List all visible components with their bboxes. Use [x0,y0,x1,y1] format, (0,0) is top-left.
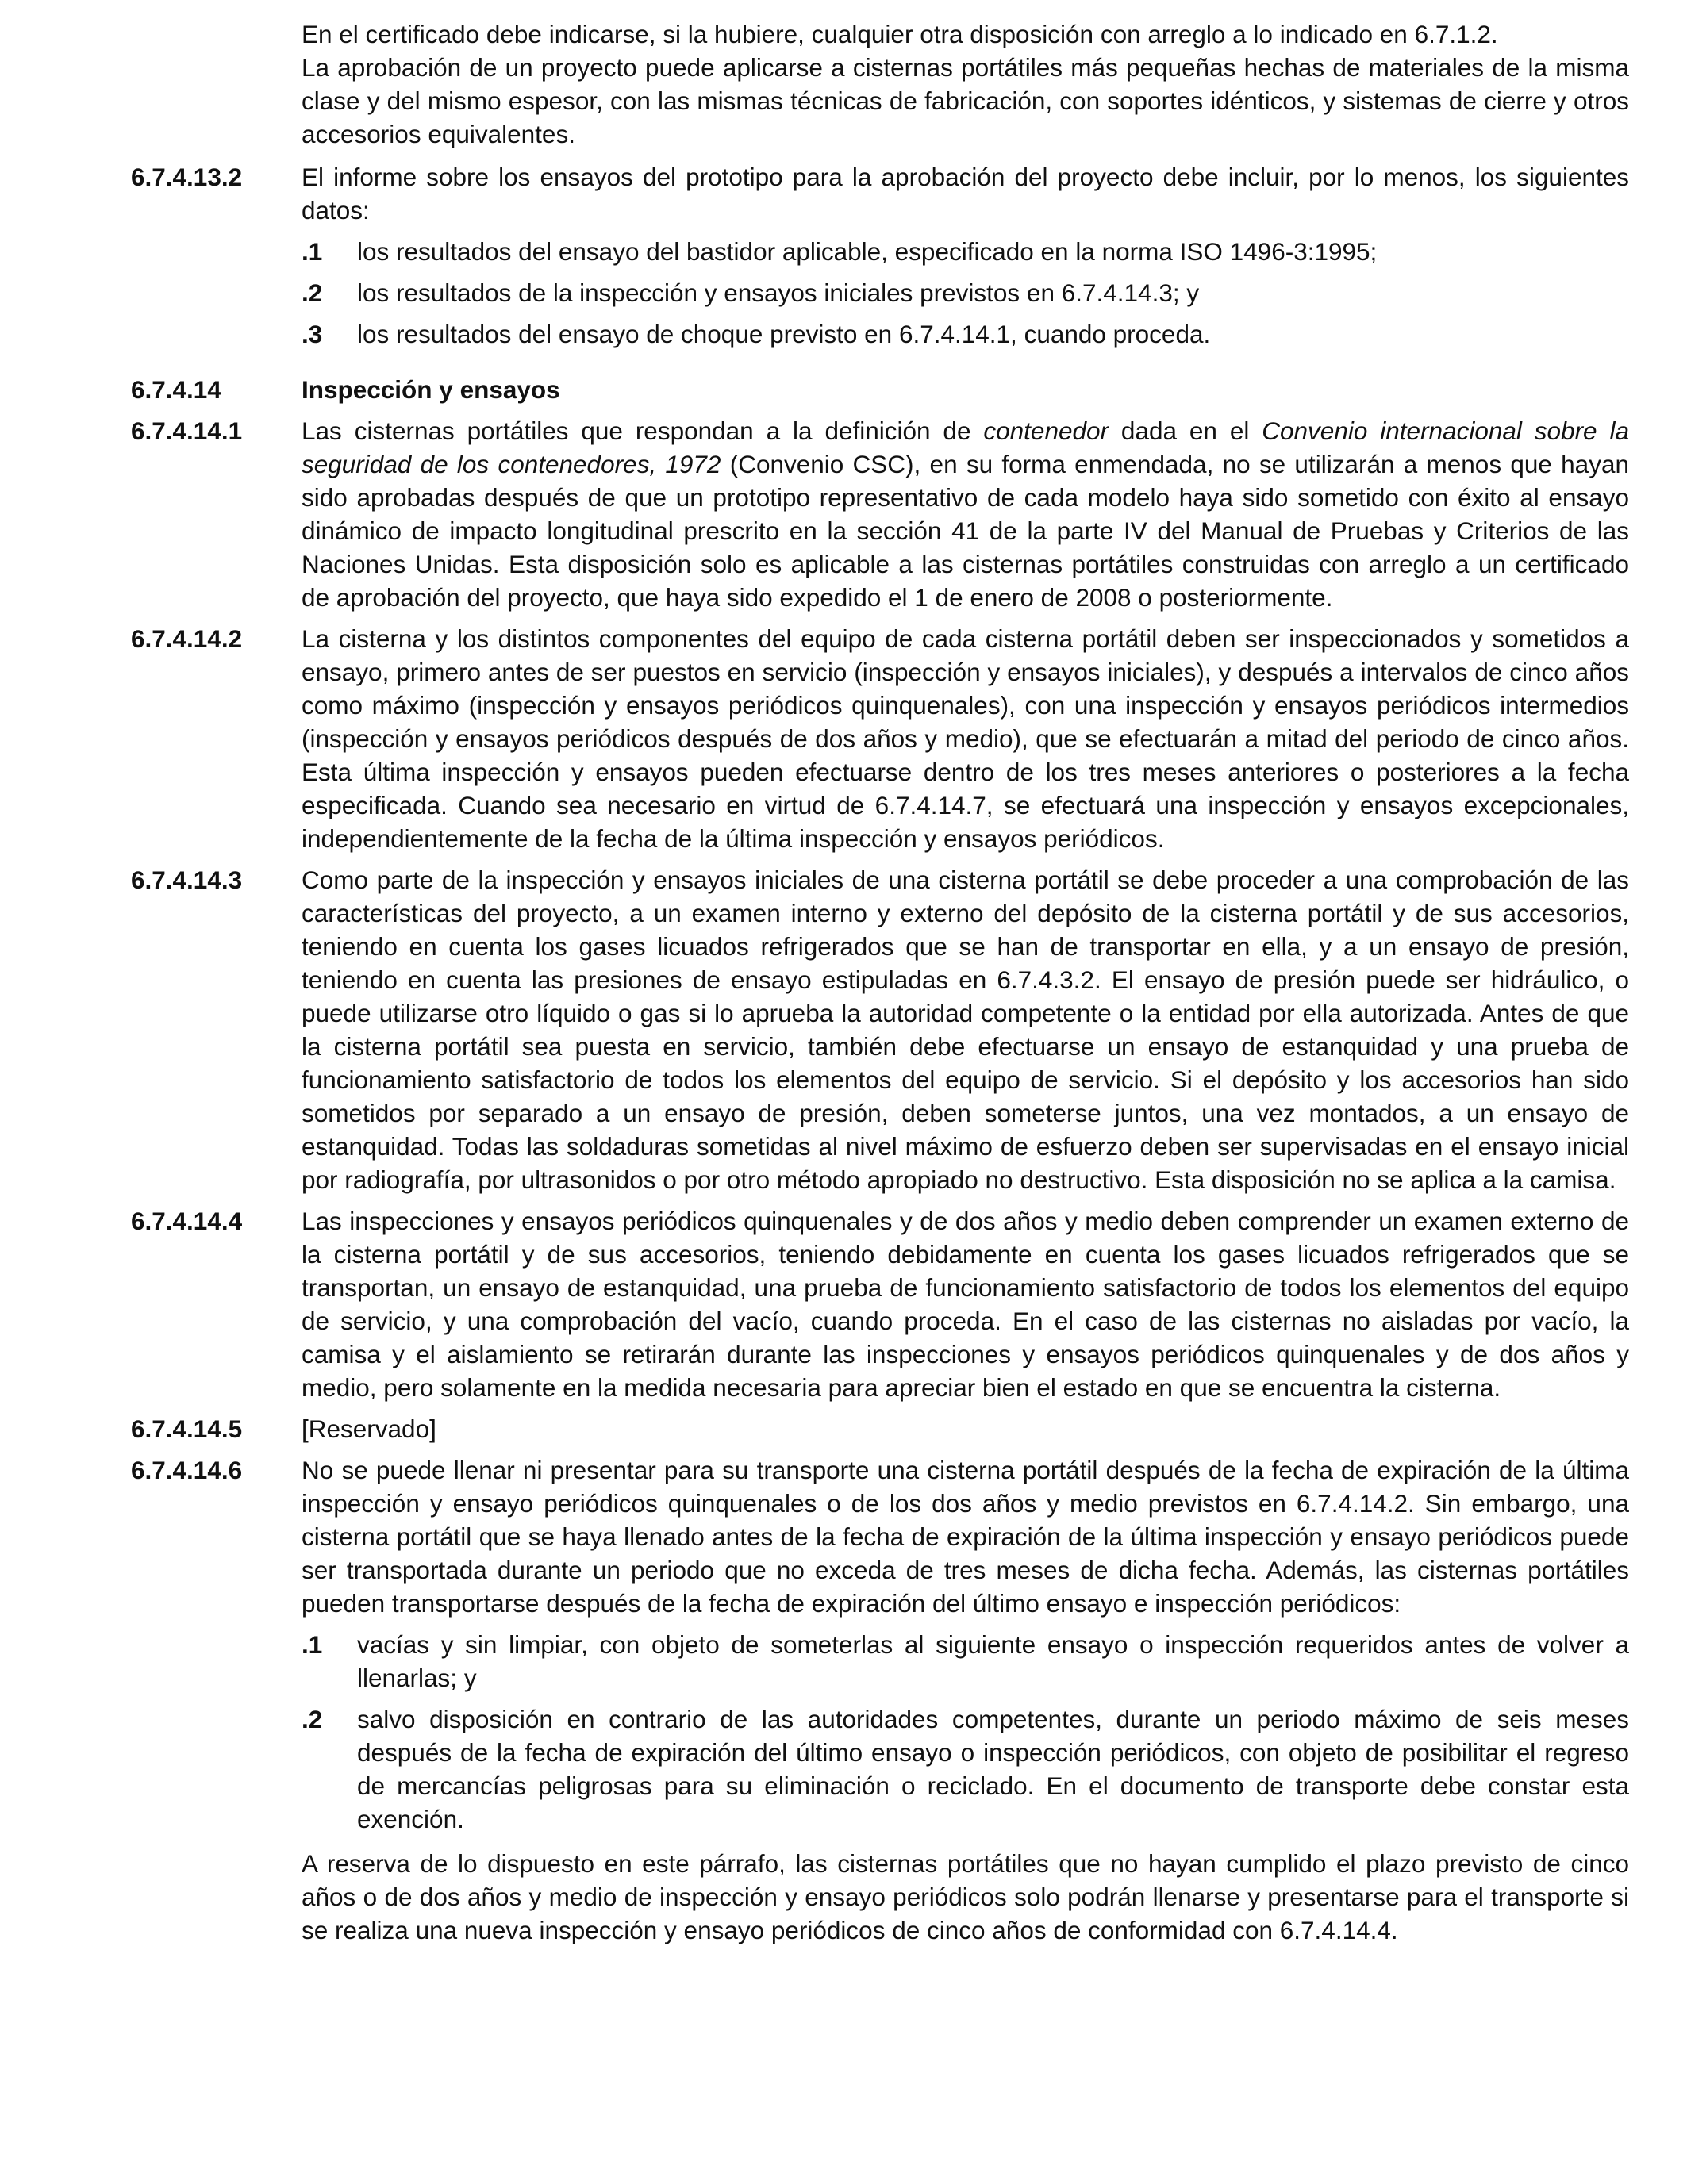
text-run: (Convenio CSC), en su forma enmendada, no se utilizarán a menos que hayan sido aprobadas después de que un prototipo representativo de cada modelo haya sido sometido con éxito al ensayo dinámico de impacto longitudinal prescrito en la sección 41 de la parte IV del Manual de Pruebas y Criterios de las Naciones Unidas. Esta disposición solo es aplicable a las cisternas portátiles construidas con arreglo a un certificado de aprobación del proyecto, que haya sido expedido el 1 de enero de 2008 o posteriormente. [302,450,1629,612]
list-item-number: .1 [302,237,323,266]
section-6-7-4-14-3 [131,863,1629,1196]
section-text: El informe sobre los ensayos del prototipo para la aprobación del proyecto debe incluir, por lo menos, los siguientes datos: [302,163,1629,225]
section-number: 6.7.4.14.2 [131,624,243,653]
section-text: Las inspecciones y ensayos periódicos quinquenales y de dos años y medio deben comprender un examen externo de la cisterna portátil y de sus accesorios, teniendo debidamente en cuenta los gases licuados refrigerados que se transportan, un ensayo de estanquidad, una prueba de funcionamiento satisfactorio de todos los elementos del equipo de servicio, y una comprobación del vacío, cuando proceda. En el caso de las cisternas no aisladas por vacío, la camisa y el aislamiento se retirarán durante las inspecciones y ensayos periódicos quinquenales y de dos años y medio, pero solamente en la medida necesaria para apreciar bien el estado en que se encuentra la cisterna. [302,1207,1629,1402]
section-number: 6.7.4.14.5 [131,1414,243,1443]
section-6-7-4-14-2 [131,622,1629,855]
section-6-7-4-14-6-list [302,1628,1629,1836]
section-number: 6.7.4.14.4 [131,1207,243,1235]
section-text: Como parte de la inspección y ensayos iniciales de una cisterna portátil se debe proceder a una comprobación de las características del proyecto, a un examen interno y externo del depósito de la cisterna portátil y de sus accesorios, teniendo en cuenta los gases licuados refrigerados que se han de transportar en ella, y a un ensayo de presión, teniendo en cuenta las presiones de ensayo estipuladas en 6.7.4.3.2. El ensayo de presión puede ser hidráulico, o puede utilizarse otro líquido o gas si lo aprueba la autoridad competente o la entidad por ella autorizada. Antes de que la cisterna portátil sea puesta en servicio, también debe efectuarse un ensayo de estanquidad y una prueba de funcionamiento satisfactorio de todos los elementos del equipo de servicio. Si el depósito y los accesorios han sido sometidos por separado a un ensayo de presión, deben someterse juntos, una vez montados, a un ensayo de estanquidad. Todas las soldaduras sometidas al nivel máximo de esfuerzo deben ser supervisadas en el ensayo inicial por radiografía, por ultrasonidos o por otro método apropiado no destructivo. Esta disposición no se aplica a la camisa. [302,866,1629,1194]
section-number: 6.7.4.13.2 [131,163,243,191]
list-item-text: los resultados de la inspección y ensayos iniciales previstos en 6.7.4.14.3; y [357,278,1200,307]
list-item [302,235,1629,268]
section-6-7-4-14-4 [131,1204,1629,1404]
intro-paragraph-2: La aprobación de un proyecto puede aplicarse a cisternas portátiles más pequeñas hechas de materiales de la misma clase y del mismo espesor, con las mismas técnicas de fabricación, con soportes idénticos, y sistemas de cierre y otros accesorios equivalentes. [302,53,1629,148]
list-item-number: .3 [302,320,323,348]
list-item-text: vacías y sin limpiar, con objeto de someterlas al siguiente ensayo o inspección requeridos antes de volver a llenarlas; y [357,1630,1629,1692]
italic-term: contenedor [983,416,1109,445]
section-text: No se puede llenar ni presentar para su transporte una cisterna portátil después de la fecha de expiración de la última inspección y ensayo periódicos quinquenales o de los dos años y medio previstos en 6.7.4.14.2. Sin embargo, una cisterna portátil que se haya llenado antes de la fecha de expiración de la última inspección y ensayo periódicos puede ser transportada durante un periodo que no exceda de tres meses de dicha fecha. Además, las cisternas portátiles pueden transportarse después de la fecha de expiración del último ensayo e inspección periódicos: [302,1456,1629,1618]
section-6-7-4-14-heading [131,373,1629,406]
section-6-7-4-14-1 [131,414,1629,614]
list-item-text: los resultados del ensayo del bastidor aplicable, especificado en la norma ISO 1496-3:1995; [357,237,1378,266]
list-item-number: .2 [302,278,323,307]
section-text [302,414,1629,614]
text-run: Las cisternas portátiles que respondan a la definición de [302,416,984,445]
section-6-7-4-13-2 [131,160,1629,227]
list-item-number: .2 [302,1705,323,1733]
section-text: [Reservado] [302,1414,436,1443]
section-6-7-4-14-6 [131,1453,1629,1620]
section-6-7-4-13-2-list [302,235,1629,351]
closing-paragraph: A reserva de lo dispuesto en este párrafo, las cisternas portátiles que no hayan cumplido el plazo previsto de cinco años o de dos años y medio de inspección y ensayo periódicos solo podrán llenarse y presentarse para el transporte si se realiza una nueva inspección y ensayo periódicos de cinco años de conformidad con 6.7.4.14.4. [302,1849,1629,1944]
list-item [302,1702,1629,1836]
intro-paragraph-1: En el certificado debe indicarse, si la hubiere, cualquier otra disposición con arreglo a lo indicado en 6.7.1.2. [302,20,1498,48]
list-item-text: salvo disposición en contrario de las autoridades competentes, durante un periodo máximo de seis meses después de la fecha de expiración del último ensayo o inspección periódicos, con objeto de posibilitar el regreso de mercancías peligrosas para su eliminación o reciclado. En el documento de transporte debe constar esta exención. [357,1705,1629,1833]
section-number: 6.7.4.14.6 [131,1456,243,1484]
italic-title: Convenio internacional sobre la seguridad de los contenedores, 1972 [302,416,1629,478]
text-run: dada en el [1109,416,1262,445]
section-6-7-4-14-5 [131,1412,1629,1445]
section-text: La cisterna y los distintos componentes del equipo de cada cisterna portátil deben ser inspeccionados y sometidos a ensayo, primero antes de ser puestos en servicio (inspección y ensayos iniciales), y después a intervalos de cinco años como máximo (inspección y ensayos periódicos quinquenales), con una inspección y ensayos periódicos intermedios (inspección y ensayos periódicos después de dos años y medio), que se efectuarán a mitad del periodo de cinco años. Esta última inspección y ensayos pueden efectuarse dentro de los tres meses anteriores o posteriores a la fecha especificada. Cuando sea necesario en virtud de 6.7.4.14.7, se efectuará una inspección y ensayos excepcionales, independientemente de la fecha de la última inspección y ensayos periódicos. [302,624,1629,853]
list-item [302,1628,1629,1695]
list-item [302,317,1629,351]
document-page [131,17,1629,1947]
list-item-number: .1 [302,1630,323,1659]
section-number: 6.7.4.14.3 [131,866,243,894]
section-title: Inspección y ensayos [302,375,560,404]
section-number: 6.7.4.14 [131,375,221,404]
list-item [302,276,1629,309]
list-item-text: los resultados del ensayo de choque previsto en 6.7.4.14.1, cuando proceda. [357,320,1211,348]
section-number: 6.7.4.14.1 [131,416,243,445]
